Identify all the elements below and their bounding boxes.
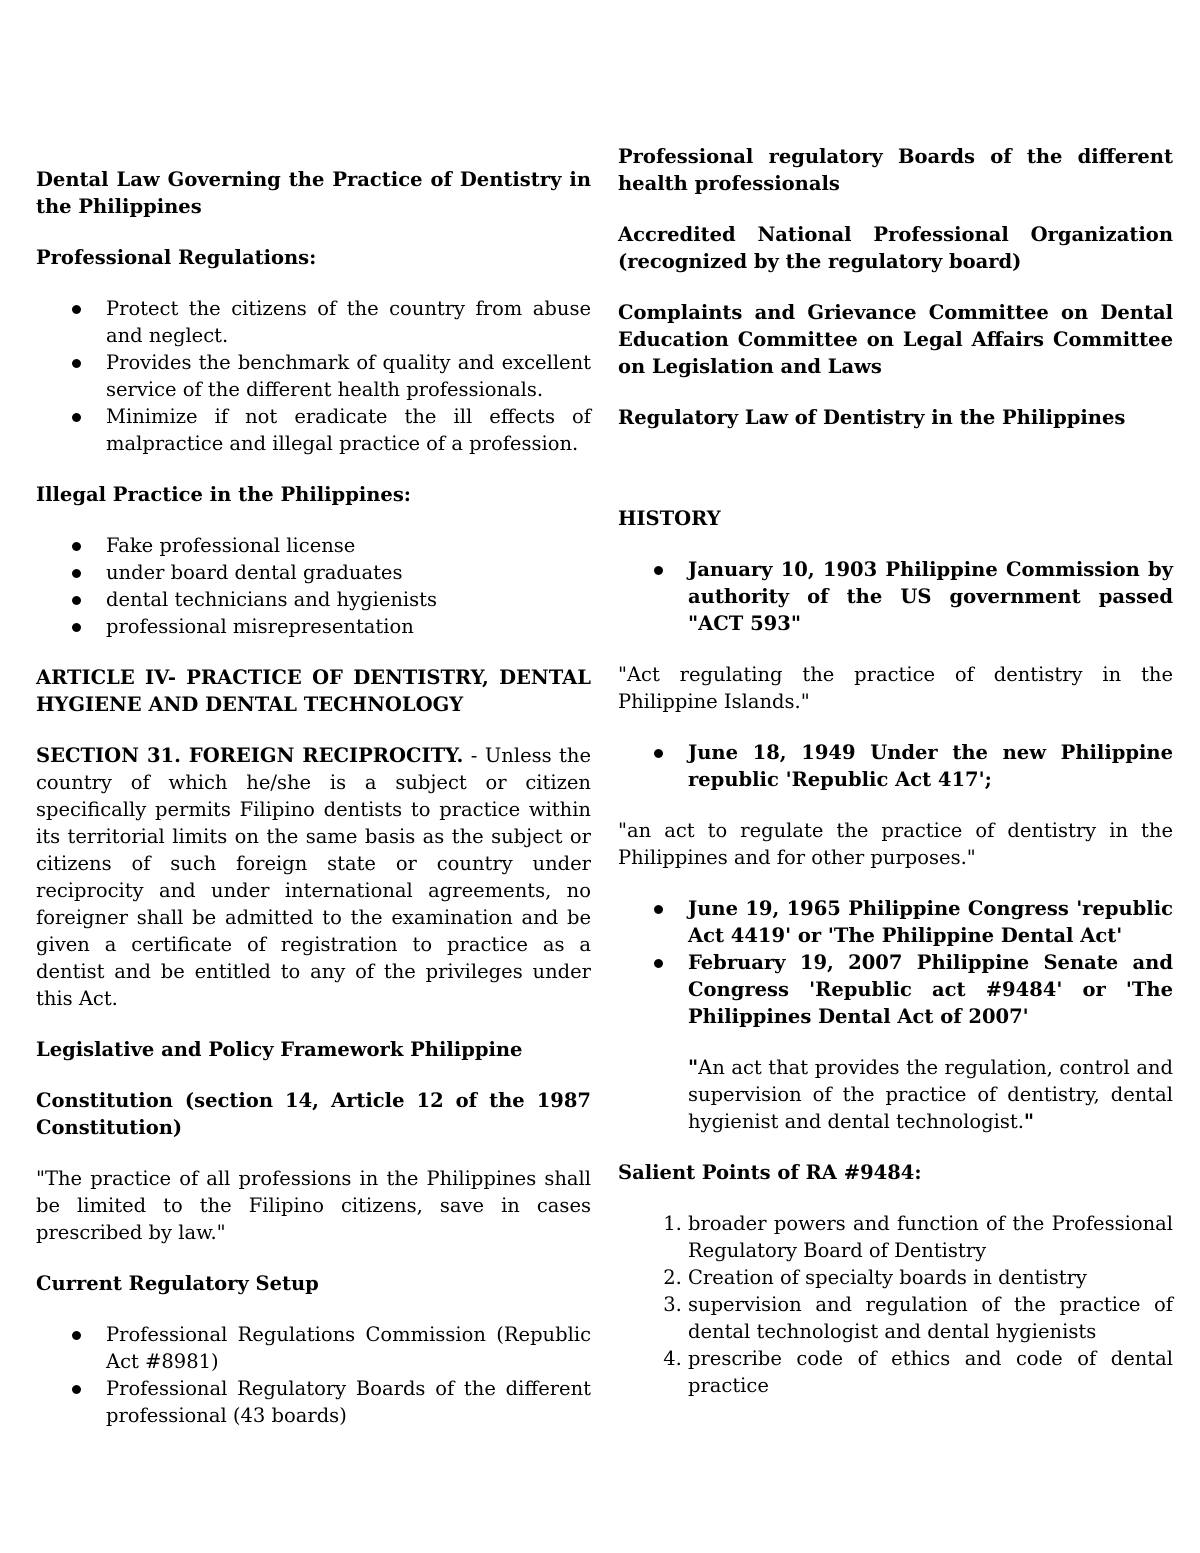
document-title: Dental Law Governing the Practice of Dentistry in the Philippines [36,168,591,218]
salient-points-heading: Salient Points of RA #9484: [618,1161,922,1184]
section-31-label: SECTION 31. FOREIGN RECIPROCITY. [36,744,464,767]
section-31-text: - Unless the country of which he/she is a subject or citizen specifically permits Filipino dentists to practice within its territorial limits on the same basis as the subject or citizens of such foreign state or country under reciprocity and under international agreements, no foreigner shall be admitted to the examination and be given a certificate of registration to practice as a dentist and be entitled to any of the privileges under this Act. [36,744,591,1010]
list-item: 3. supervision and regulation of the practice of dental technologist and dental hygienists [688,1291,1173,1345]
illegal-practice-list [36,532,591,640]
history-heading: HISTORY [618,507,721,530]
professional-regulations-heading: Professional Regulations: [36,246,317,269]
illegal-practice-heading: Illegal Practice in the Philippines: [36,483,411,506]
list-item: Provides the benchmark of quality and excellent service of the different health professionals. [106,351,591,401]
history-list-3 [618,895,1173,1030]
history-quote-2: "an act to regulate the practice of dentistry in the Philippines and for other purposes." [618,819,1173,869]
regulatory-setup-list [36,1321,591,1429]
regulatory-law-heading: Regulatory Law of Dentistry in the Philippines [618,406,1126,429]
history-quote-4-text: An act that provides the regulation, control and supervision of the practice of dentistry, dental hygienist and dental technologist. [688,1056,1173,1133]
article-heading: ARTICLE IV- PRACTICE OF DENTISTRY, DENTAL HYGIENE AND DENTAL TECHNOLOGY [36,666,591,716]
list-item: under board dental graduates [106,559,591,586]
list-item: June 18, 1949 Under the new Philippine republic 'Republic Act 417'; [688,741,1173,791]
list-item: Fake professional license [106,532,591,559]
quote-mark: " [688,1056,699,1079]
professional-regulations-list [36,295,591,457]
history-list-1 [618,556,1173,637]
constitution-heading: Constitution (section 14, Article 12 of the 1987 Constitution) [36,1089,591,1139]
list-item: Professional Regulations Commission (Republic Act #8981) [106,1323,591,1373]
salient-points-list [618,1210,1173,1399]
boards-heading: Professional regulatory Boards of the different health professionals [618,145,1173,195]
list-item: February 19, 2007 Philippine Senate and Congress 'Republic act #9484' or 'The Philippines Dental Act of 2007' [688,951,1173,1028]
right-column [618,143,1173,1423]
accredited-heading: Accredited National Professional Organization (recognized by the regulatory board) [618,223,1173,273]
committees-heading: Complaints and Grievance Committee on Dental Education Committee on Legal Affairs Committee on Legislation and Laws [618,301,1173,378]
history-quote-1: "Act regulating the practice of dentistry in the Philippine Islands." [618,663,1173,713]
history-list-2 [618,739,1173,793]
list-item: Protect the citizens of the country from abuse and neglect. [106,297,591,347]
quote-mark: " [1023,1110,1035,1133]
list-item: 2. Creation of specialty boards in dentistry [688,1264,1173,1291]
left-column [36,166,591,1453]
list-item: June 19, 1965 Philippine Congress 'republic Act 4419' or 'The Philippine Dental Act' [688,897,1173,947]
regulatory-setup-heading: Current Regulatory Setup [36,1272,319,1295]
history-quote-4 [618,1054,1173,1135]
list-item: Professional Regulatory Boards of the different professional (43 boards) [106,1377,591,1427]
list-item: Minimize if not eradicate the ill effects of malpractice and illegal practice of a profession. [106,405,591,455]
list-item: January 10, 1903 Philippine Commission by authority of the US government passed "ACT 593" [688,558,1173,635]
section-31-paragraph [36,742,591,1012]
list-item: professional misrepresentation [106,613,591,640]
legislative-heading: Legislative and Policy Framework Philippine [36,1038,523,1061]
list-item: 4. prescribe code of ethics and code of dental practice [688,1345,1173,1399]
list-item: dental technicians and hygienists [106,586,591,613]
constitution-quote: "The practice of all professions in the Philippines shall be limited to the Filipino citizens, save in cases prescribed by law." [36,1167,591,1244]
spacer [618,455,1173,505]
list-item: 1. broader powers and function of the Professional Regulatory Board of Dentistry [688,1210,1173,1264]
